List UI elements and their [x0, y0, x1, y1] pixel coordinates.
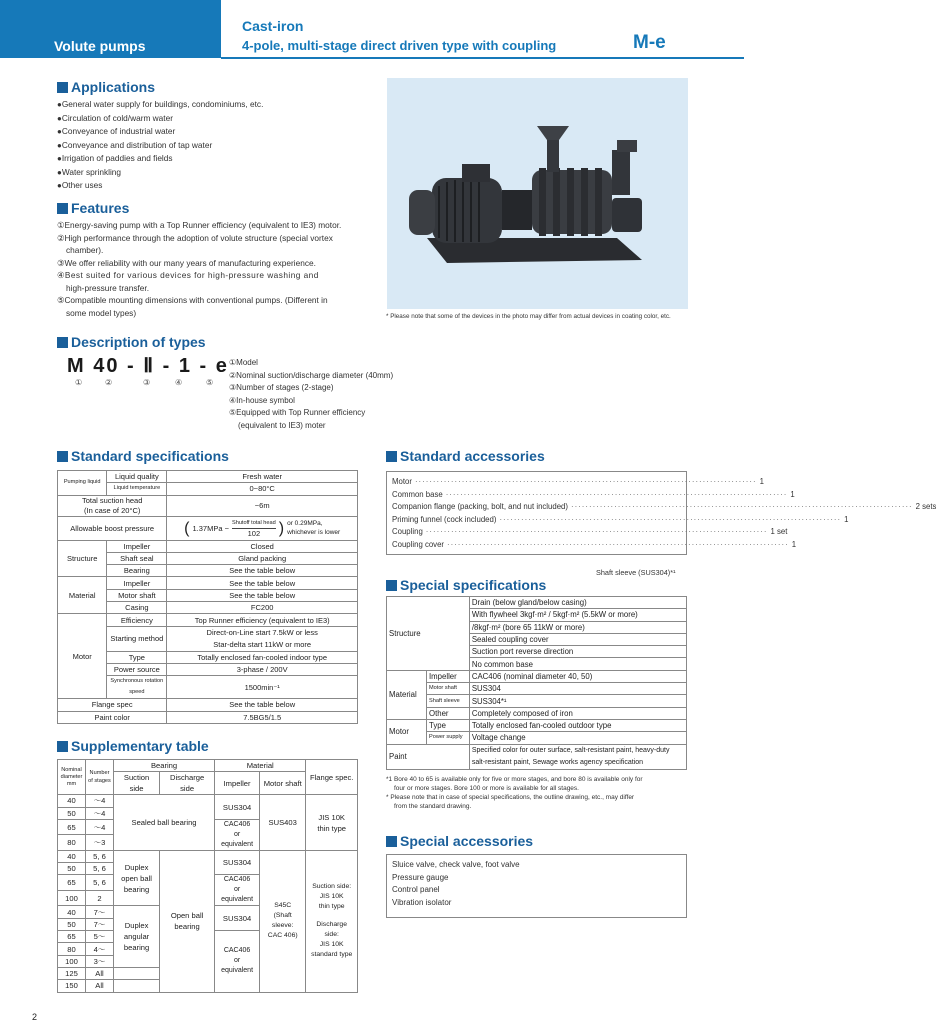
- table-cell: 5, 6: [86, 850, 114, 862]
- table-cell: 7～: [86, 906, 114, 918]
- list-item: (equivalent to IE3) moter: [238, 420, 326, 430]
- table-row: [58, 850, 358, 862]
- table-cell: 5, 6: [86, 863, 114, 875]
- table-cell: Sealed coupling cover: [469, 633, 686, 645]
- table-cell: 4～: [86, 943, 114, 955]
- table-cell: [160, 850, 215, 992]
- table-cell: Casing: [107, 602, 167, 614]
- table-cell: SUS304: [215, 795, 260, 820]
- list-item: Control panel: [392, 885, 440, 894]
- table-cell: ～4: [86, 795, 114, 807]
- table-row: [387, 695, 687, 707]
- table-cell: 80: [58, 835, 86, 851]
- cell-text: or equivalent: [221, 886, 254, 904]
- list-item: ④Best suited for various devices for high-pressure washing and: [57, 270, 319, 280]
- table-cell: 50: [58, 918, 86, 930]
- table-cell: Suction side: [114, 772, 160, 795]
- table-row: [58, 760, 358, 772]
- table-cell: SUS403: [260, 795, 306, 851]
- table-cell: FC200: [167, 602, 358, 614]
- accessories-heading: Standard accessories: [386, 448, 545, 464]
- table-cell: 65: [58, 875, 86, 891]
- table-cell: Impeller: [107, 540, 167, 552]
- list-item: ● Conveyance of industrial water: [57, 125, 263, 139]
- table-cell: Paint color: [58, 711, 167, 723]
- item-qty: 1: [790, 489, 795, 499]
- table-cell: Motor shaft: [427, 683, 470, 695]
- table-cell: Type: [427, 719, 470, 731]
- table-cell: 7～: [86, 918, 114, 930]
- header-title: Cast-iron: [242, 18, 304, 34]
- table-cell: Voltage change: [469, 732, 686, 744]
- cell-text: diameter: [60, 773, 83, 780]
- cell-text: 1.37MPa −: [192, 523, 229, 533]
- table-row: [387, 732, 687, 744]
- table-cell: 5～: [86, 931, 114, 943]
- table-cell: Liquid temperature: [107, 483, 167, 495]
- table-cell: Totally enclosed fan-cooled outdoor type: [469, 719, 686, 731]
- table-cell: See the table below: [167, 577, 358, 589]
- supp-table: [57, 759, 358, 993]
- cell-text: Suction side:: [312, 883, 352, 891]
- list-item: [392, 476, 764, 489]
- table-cell: 100: [58, 890, 86, 906]
- table-cell: 3～: [86, 955, 114, 967]
- table-cell: [86, 760, 114, 795]
- table-cell: Top Runner efficiency (equivalent to IE3): [167, 614, 358, 626]
- table-cell: Liquid quality: [107, 471, 167, 483]
- fraction: [232, 519, 276, 538]
- note-line: from the standard drawing.: [394, 803, 472, 810]
- cell-text: Duplex: [124, 862, 149, 872]
- table-row: [58, 471, 358, 483]
- type-num: ⑤: [206, 378, 214, 387]
- list-item: ⑤Compatible mounting dimensions with conventional pumps. (Different in: [57, 295, 328, 305]
- fraction-top: Shutoff total head: [232, 519, 276, 529]
- list-item: [392, 514, 849, 527]
- fraction-bottom: 102: [247, 528, 261, 538]
- cell-text: open ball: [121, 873, 152, 883]
- table-cell: Fresh water: [167, 471, 358, 483]
- table-cell: 65: [58, 819, 86, 835]
- table-cell: 80: [58, 943, 86, 955]
- table-cell: [114, 906, 160, 967]
- boost-alt: [287, 519, 340, 537]
- cell-text: thin type: [318, 903, 345, 911]
- table-cell: Pumping liquid: [58, 471, 107, 496]
- cell-text: JIS 10K: [318, 812, 345, 822]
- table-cell: Gland packing: [167, 552, 358, 564]
- list-item: Sluice valve, check valve, foot valve: [392, 860, 520, 869]
- std-spec-heading: Standard specifications: [57, 448, 229, 464]
- table-cell: SUS304: [215, 850, 260, 875]
- list-item: [392, 526, 788, 539]
- table-cell: Motor shaft: [107, 589, 167, 601]
- table-cell: [306, 795, 358, 851]
- table-cell: Sealed ball bearing: [114, 795, 215, 851]
- list-item: ④In-house symbol: [229, 395, 295, 405]
- cell-text: CAC406: [223, 876, 251, 884]
- cell-text: Duplex: [124, 921, 149, 931]
- table-cell: Allowable boost pressure: [58, 516, 167, 540]
- header-band: [0, 0, 221, 58]
- type-num: ④: [175, 378, 183, 387]
- list-item: ● Water sprinkling: [57, 166, 263, 180]
- cell-text: JIS 10K: [319, 941, 344, 949]
- table-cell: Other: [427, 707, 470, 719]
- table-cell: See the table below: [167, 565, 358, 577]
- item-label: Common base: [392, 489, 443, 499]
- table-cell: [306, 850, 358, 992]
- table-row: [58, 516, 358, 540]
- special-heading: Special specifications: [386, 577, 546, 593]
- item-qty: 1: [844, 514, 849, 524]
- item-qty: 1: [791, 539, 797, 549]
- list-item: [392, 489, 795, 502]
- table-cell: No common base: [469, 658, 686, 670]
- table-cell: [58, 760, 86, 795]
- cell-text: whichever is lower: [287, 529, 341, 537]
- item-qty: 1: [759, 477, 764, 486]
- list-item: [392, 501, 936, 514]
- cell-text: CAC406: [223, 947, 251, 955]
- supp-heading: Supplementary table: [57, 738, 209, 754]
- cell-text: bearing: [123, 884, 150, 894]
- list-item: ③Number of stages (2-stage): [229, 383, 334, 392]
- cell-text: Total suction head: [81, 495, 143, 505]
- list-item: ⑤Equipped with Top Runner efficiency: [229, 408, 366, 417]
- table-cell: [469, 744, 686, 769]
- table-cell: Starting method: [107, 626, 167, 651]
- list-item: ● Circulation of cold/warm water: [57, 112, 263, 126]
- table-cell: Discharge side: [160, 772, 215, 795]
- table-cell: Synchronous rotation speed: [107, 676, 167, 699]
- list-item: Pressure gauge: [392, 872, 449, 882]
- features-heading: Features: [57, 200, 129, 216]
- special-table: [386, 596, 687, 770]
- leader-dots: ·······························································································: [445, 489, 788, 499]
- cell-text: S45C: [274, 902, 292, 910]
- cell-text: (In case of 20°C): [84, 505, 141, 515]
- leader-dots: ·······························································································: [414, 477, 757, 486]
- table-cell: SUS304*¹: [469, 695, 686, 707]
- cell-text: (Shaft sleeve:: [271, 912, 294, 930]
- cell-text: Direct-on-Line start 7.5kW or less: [206, 627, 318, 637]
- table-cell: 3-phase / 200V: [167, 663, 358, 675]
- cell-text: Number: [89, 770, 110, 777]
- list-item: some model types): [66, 307, 137, 318]
- table-row: [387, 744, 687, 769]
- leader-dots: ·······························································································: [447, 539, 789, 549]
- item-label: Motor: [392, 477, 412, 486]
- table-cell: Structure: [58, 540, 107, 577]
- table-row: [387, 597, 687, 609]
- table-cell: 7.5BG5/1.5: [167, 711, 358, 723]
- table-cell: Shaft seal: [107, 552, 167, 564]
- cell-text: bearing: [123, 943, 150, 953]
- special-notes: [386, 775, 643, 811]
- table-cell: Flange spec.: [306, 760, 358, 795]
- item-qty: 2 sets: [915, 502, 936, 511]
- table-cell: 50: [58, 863, 86, 875]
- table-cell: Motor: [387, 719, 427, 744]
- shaft-sleeve-note: Shaft sleeve (SUS304)*¹: [596, 568, 676, 577]
- cell-text: mm: [66, 780, 77, 787]
- list-item: Vibration isolator: [392, 897, 452, 907]
- paren: (: [184, 519, 190, 537]
- pump-photo: [387, 78, 688, 309]
- table-cell: Efficiency: [107, 614, 167, 626]
- table-cell: 40: [58, 795, 86, 807]
- type-num: ③: [143, 378, 151, 387]
- table-cell: With flywheel 3kgf·m² / 5kgf·m² (5.5kW or more): [469, 609, 686, 621]
- item-label: Coupling: [392, 527, 423, 536]
- leader-dots: ·······························································································: [425, 527, 768, 536]
- std-spec-table: [57, 470, 358, 724]
- leader-dots: ·······························································································: [570, 502, 913, 511]
- cell-text: Open ball: [170, 911, 204, 921]
- cell-text: Specified color for outer surface, salt-resistant paint, heavy-duty: [471, 746, 670, 754]
- table-cell: Completely composed of iron: [469, 707, 686, 719]
- cell-text: or 0.29MPa,: [287, 520, 323, 528]
- table-cell: Motor: [58, 614, 107, 699]
- table-cell: Motor shaft: [260, 772, 306, 795]
- cell-text: Discharge side:: [316, 921, 347, 939]
- cell-text: of stages: [88, 778, 111, 785]
- table-cell: [167, 626, 358, 651]
- features-list: [57, 219, 341, 319]
- special-acc-heading: Special accessories: [386, 833, 533, 849]
- table-row: [58, 614, 358, 626]
- list-item: ②High performance through the adoption of volute structure (special vortex: [57, 232, 333, 243]
- header-subtitle: 4-pole, multi-stage direct driven type with coupling: [242, 38, 557, 53]
- table-cell: All: [86, 980, 114, 992]
- table-row: [58, 577, 358, 589]
- special-acc-box: [386, 854, 687, 918]
- list-item: ● Irrigation of paddies and fields: [57, 152, 263, 166]
- table-cell: [215, 931, 260, 992]
- cell-text: JIS 10K: [319, 893, 344, 901]
- table-cell: ～3: [86, 835, 114, 851]
- table-cell: 5, 6: [86, 875, 114, 891]
- table-row: [58, 540, 358, 552]
- table-cell: Material: [58, 577, 107, 614]
- table-cell: Flange spec: [58, 699, 167, 711]
- table-cell: SUS304: [469, 683, 686, 695]
- table-cell: /8kgf·m² (bore 65 11kW or more): [469, 621, 686, 633]
- list-item: ③We offer reliability with our many years of manufacturing experience.: [57, 257, 316, 268]
- paren: ): [278, 519, 285, 537]
- cell-text: bearing: [174, 922, 200, 932]
- item-qty: 1 set: [770, 527, 788, 536]
- table-cell: Closed: [167, 540, 358, 552]
- table-cell: Material: [387, 670, 427, 719]
- table-row: [58, 711, 358, 723]
- cell-text: CAC 406): [267, 932, 298, 940]
- table-cell: [167, 516, 358, 540]
- table-cell: [114, 967, 160, 979]
- table-cell: [215, 819, 260, 850]
- item-label: Priming funnel (cock included): [392, 514, 497, 524]
- table-row: [387, 707, 687, 719]
- item-label: Companion flange (packing, bolt, and nut included): [392, 502, 568, 511]
- table-cell: Impeller: [427, 670, 470, 682]
- type-num: ②: [105, 378, 113, 387]
- type-num: ①: [75, 378, 83, 387]
- list-item: high-pressure transfer.: [66, 282, 150, 293]
- table-cell: 150: [58, 980, 86, 992]
- table-cell: Power source: [107, 663, 167, 675]
- model-code: M-e: [633, 32, 666, 53]
- type-code: M 40 - Ⅱ - 1 - e: [67, 355, 229, 377]
- cell-text: CAC406: [223, 820, 251, 828]
- item-label: Coupling cover: [392, 539, 445, 549]
- table-cell: Paint: [387, 744, 470, 769]
- table-cell: ～4: [86, 807, 114, 819]
- table-cell: [58, 495, 167, 516]
- table-cell: Totally enclosed fan-cooled indoor type: [167, 651, 358, 663]
- list-item: ● Conveyance and distribution of tap water: [57, 139, 263, 153]
- cell-text: thin type: [317, 823, 347, 833]
- table-row: [387, 670, 687, 682]
- table-cell: [215, 875, 260, 906]
- cell-text: salt-resistant paint, Sewage works agency specification: [471, 758, 644, 766]
- table-cell: [114, 980, 160, 992]
- table-row: [387, 719, 687, 731]
- section-name: Volute pumps: [54, 38, 146, 54]
- cell-text: or equivalent: [221, 957, 254, 975]
- table-cell: [114, 850, 160, 906]
- list-item: [392, 539, 797, 552]
- note-line: * Please note that in case of special specifications, the outline drawing, etc., may differ: [386, 794, 635, 801]
- table-cell: Structure: [387, 597, 470, 671]
- cell-text: or equivalent: [221, 830, 254, 848]
- table-cell: [260, 850, 306, 992]
- applications-heading: Applications: [57, 79, 155, 95]
- note-line: *1 Bore 40 to 65 is available only for five or more stages, and bore 80 is available only for: [386, 776, 643, 783]
- list-item: ● General water supply for buildings, condominiums, etc.: [57, 98, 263, 112]
- table-cell: Suction port reverse direction: [469, 646, 686, 658]
- list-item: ①Energy-saving pump with a Top Runner efficiency (equivalent to IE3) motor.: [57, 220, 342, 230]
- table-cell: All: [86, 967, 114, 979]
- page-number: 2: [32, 1012, 38, 1022]
- table-row: [58, 495, 358, 516]
- leader-dots: ·······························································································: [499, 514, 842, 524]
- types-legend: [229, 357, 393, 432]
- table-cell: Bearing: [107, 565, 167, 577]
- list-item: chamber).: [66, 245, 104, 255]
- boost-formula: [169, 519, 355, 538]
- table-cell: See the table below: [167, 589, 358, 601]
- table-cell: 65: [58, 931, 86, 943]
- table-cell: Power supply: [427, 732, 470, 744]
- types-heading: Description of types: [57, 334, 206, 350]
- cell-text: Nominal: [61, 766, 82, 773]
- list-item: ①Model: [229, 358, 258, 367]
- table-cell: 100: [58, 955, 86, 967]
- cell-text: standard type: [311, 951, 353, 959]
- table-row: [58, 699, 358, 711]
- table-cell: Impeller: [107, 577, 167, 589]
- table-row: [58, 795, 358, 807]
- table-cell: Drain (below gland/below casing): [469, 597, 686, 609]
- cell-text: angular: [123, 932, 150, 942]
- table-cell: 0~80°C: [167, 483, 358, 495]
- table-cell: 40: [58, 906, 86, 918]
- photo-note: * Please note that some of the devices in the photo may differ from actual devices in coating color, etc.: [386, 313, 671, 320]
- header-rule: [221, 57, 744, 59]
- list-item: ● Other uses: [57, 179, 263, 193]
- table-cell: Impeller: [215, 772, 260, 795]
- table-cell: −6m: [167, 495, 358, 516]
- table-cell: Type: [107, 651, 167, 663]
- applications-list: [57, 98, 263, 193]
- table-cell: 2: [86, 890, 114, 906]
- table-cell: Bearing: [114, 760, 215, 772]
- table-cell: See the table below: [167, 699, 358, 711]
- accessories-box: [386, 471, 936, 555]
- list-item: ②Nominal suction/discharge diameter (40mm): [229, 370, 394, 380]
- table-row: [387, 683, 687, 695]
- table-cell: CAC406 (nominal diameter 40, 50): [469, 670, 686, 682]
- table-cell: ～4: [86, 819, 114, 835]
- table-cell: Shaft sleeve: [427, 695, 470, 707]
- table-cell: 50: [58, 807, 86, 819]
- table-cell: SUS304: [215, 906, 260, 931]
- table-cell: 1500min⁻¹: [167, 676, 358, 699]
- table-cell: Material: [215, 760, 306, 772]
- table-cell: 40: [58, 850, 86, 862]
- table-cell: 125: [58, 967, 86, 979]
- cell-text: Star-delta start 11kW or more: [213, 639, 312, 649]
- note-line: four or more stages. Bore 100 or more is available for all stages.: [394, 785, 579, 792]
